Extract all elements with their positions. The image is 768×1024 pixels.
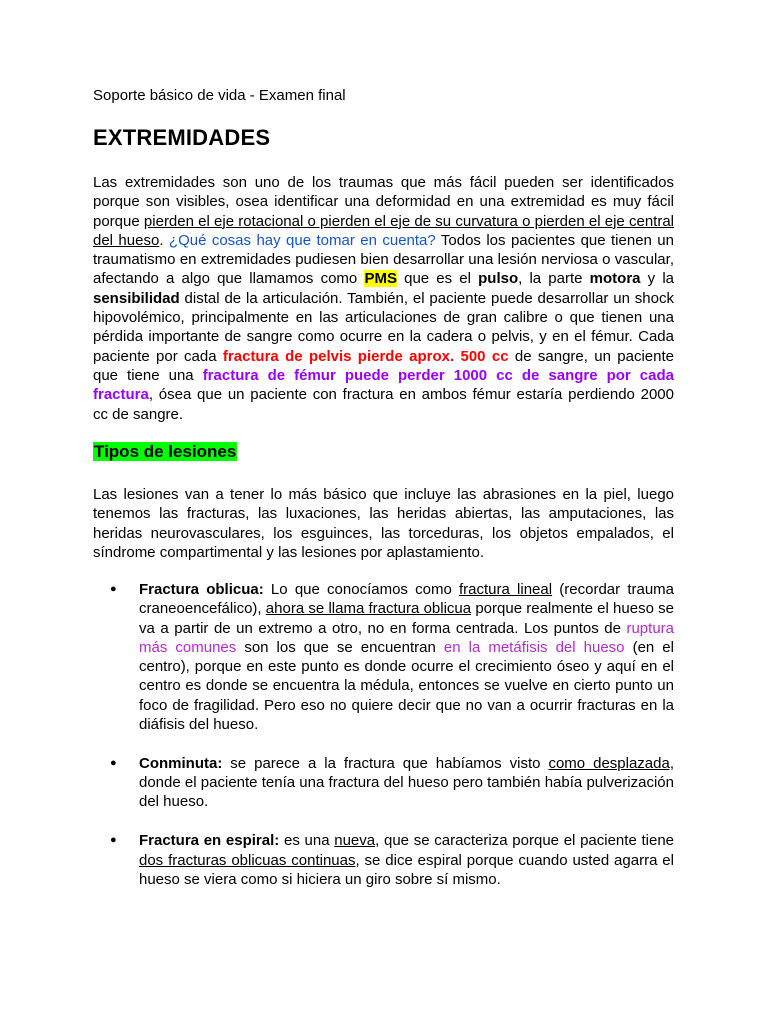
intro-text: Todos los pacientes que tienen un traumatismo en extremidades pudiesen bien desarrollar una lesión nerviosa o vascular, afectando a algo que llamamos como bbox=[93, 231, 674, 288]
bullet-term: Fractura en espiral: bbox=[139, 832, 280, 850]
intro-text: que es el bbox=[396, 270, 479, 288]
bullet-term: Fractura oblicua: bbox=[139, 581, 264, 598]
bullet-text: son los que se encuentran bbox=[236, 638, 444, 656]
underlined-text: dos fracturas oblicuas continuas bbox=[139, 851, 356, 869]
intro-paragraph bbox=[93, 173, 674, 424]
intro-text: y la bbox=[640, 270, 674, 288]
bold-term: sensibilidad bbox=[93, 289, 180, 307]
intro-text: de sangre, un paciente que tiene una bbox=[93, 347, 674, 384]
underlined-text: nueva bbox=[334, 832, 376, 850]
bullet-text: es una bbox=[279, 832, 335, 850]
underlined-text: pierden el eje rotacional o pierden el eje de su curvatura o pierden el eje central del hueso bbox=[93, 212, 674, 249]
intro-text: distal de la articulación. También, el paciente puede desarrollar un shock hipovolémico, principalmente en las articulaciones de gran calibre o que tienen una pérdida importante de sangre como ocurre en la cadera o pelvis, y en el fémur. Cada paciente por cada bbox=[93, 289, 674, 365]
bullet-text: (en el centro), porque en este punto es donde ocurre el crecimiento óseo y aquí en el centro es donde se encuentra la médula, entonces se vuelve en cierto punto un foco de fragilidad. Pero eso no quiere decir que no van a ocurrir fracturas en la diáfisis del hueso. bbox=[139, 638, 674, 734]
intro-text: , la parte bbox=[518, 270, 590, 288]
list-item bbox=[110, 831, 674, 889]
bullet-term: Conminuta: bbox=[139, 754, 223, 772]
bullet-text: , se dice espiral porque cuando usted agarra el hueso se viera como si hiciera un giro sobre sí mismo. bbox=[139, 851, 674, 888]
bullet-text: , que se caracteriza porque el paciente tiene bbox=[375, 832, 675, 850]
red-emphasis: fractura de pelvis pierde aprox. 500 cc bbox=[222, 347, 509, 365]
list-item bbox=[110, 580, 674, 734]
section-title bbox=[93, 442, 237, 462]
list-item bbox=[110, 754, 674, 812]
purple-emphasis: fractura de fémur puede perder 1000 cc de sangre por cada fractura bbox=[93, 366, 674, 404]
question-text: ¿Qué cosas hay que tomar en cuenta? bbox=[168, 231, 436, 249]
bullet-text: se parece a la fractura que habíamos visto bbox=[222, 754, 549, 772]
magenta-text: ruptura más comunes bbox=[139, 619, 674, 656]
intro-text: , ósea que un paciente con fractura en ambos fémur estaría perdiendo 2000 cc de sangre. bbox=[93, 386, 674, 423]
bullet-text: porque realmente el hueso se va a partir de un extremo a otro, no en forma centrada. Los puntos de bbox=[139, 600, 674, 637]
bullet-text: donde el paciente tenía una fractura del hueso pero también había pulverización del hueso. bbox=[139, 774, 674, 811]
bullet-text: (recordar trauma craneoencefálico), bbox=[139, 581, 675, 618]
intro-text: . bbox=[159, 231, 169, 249]
magenta-text: en la metáfisis del hueso bbox=[443, 638, 625, 656]
lesiones-paragraph: Las lesiones van a tener lo más básico que incluye las abrasiones en la piel, luego tenemos las fracturas, las luxaciones, las heridas abiertas, las amputaciones, las heridas neurovasculares, los esguinces, las torceduras, los objetos empalados, el síndrome compartimental y las lesiones por aplastamiento. bbox=[93, 486, 674, 561]
document-header: Soporte básico de vida - Examen final bbox=[93, 87, 346, 104]
bullet-list bbox=[110, 580, 674, 909]
bullet-text: Lo que conocíamos como bbox=[263, 581, 459, 598]
underlined-text: como desplazada, bbox=[548, 754, 675, 772]
bold-term: motora bbox=[589, 270, 641, 288]
underlined-text: ahora se llama fractura oblicua bbox=[265, 600, 472, 618]
intro-text: Las extremidades son uno de los traumas que más fácil pueden ser identificados porque son visibles, osea identificar una deformidad en una extremidad es muy fácil porque bbox=[93, 174, 674, 230]
underlined-text: fractura lineal bbox=[459, 581, 553, 598]
bold-term: pulso bbox=[478, 270, 519, 288]
section-title-text: Tipos de lesiones bbox=[94, 442, 237, 461]
pms-highlight: PMS bbox=[364, 270, 397, 288]
page-title: EXTREMIDADES bbox=[93, 125, 271, 150]
